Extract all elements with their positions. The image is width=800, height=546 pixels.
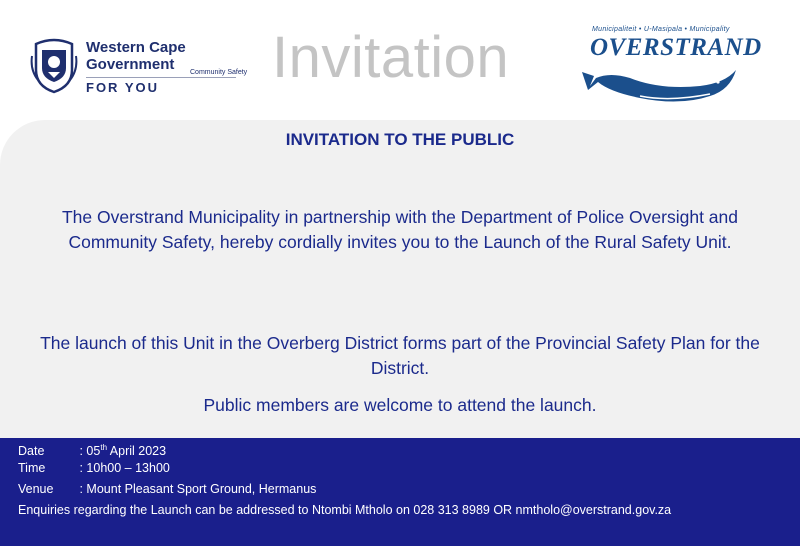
date-value: : 05th April 2023 <box>79 443 167 459</box>
wcg-department: Community Safety <box>190 69 248 76</box>
time-label: Time <box>18 461 46 475</box>
coat-of-arms-icon <box>30 36 78 94</box>
venue-value: : Mount Pleasant Sport Ground, Hermanus <box>79 482 317 496</box>
page-heading: INVITATION TO THE PUBLIC <box>285 130 515 149</box>
date-label: Date <box>18 444 45 459</box>
venue-row <box>18 479 316 499</box>
invitation-title: Invitation <box>272 25 510 90</box>
date-row <box>18 438 166 458</box>
overstrand-logo <box>580 26 762 104</box>
header <box>0 0 800 120</box>
purpose-paragraph: The launch of this Unit in the Overberg District forms part of the Provincial Safety Plan for the District. <box>40 333 760 378</box>
overstrand-tagline: Municipaliteit • U-Masipala • Municipality <box>592 26 730 33</box>
wcg-tagline: FOR YOU <box>86 80 159 95</box>
content-panel <box>0 120 800 438</box>
time-value: : 10h00 – 13h00 <box>79 461 170 475</box>
invitation-paragraph: The Overstrand Municipality in partnership with the Department of Police Oversight and Community Safety, hereby cordially invites you to the Launch of the Rural Safety Unit. <box>61 207 738 252</box>
enquiries-text: Enquiries regarding the Launch can be addressed to Ntombi Mtholo on 028 313 8989 OR nmtholo@overstrand.gov.za <box>18 503 672 517</box>
whale-icon <box>580 56 740 104</box>
venue-label: Venue <box>18 482 54 496</box>
time-row <box>18 458 170 478</box>
logo-divider <box>86 77 236 78</box>
welcome-paragraph: Public members are welcome to attend the launch. <box>203 395 597 415</box>
wcg-name: Western Cape Government <box>86 39 186 73</box>
event-details <box>0 438 800 546</box>
overstrand-wordmark: OVERSTRAND <box>590 34 762 61</box>
western-cape-government-logo <box>30 36 260 96</box>
